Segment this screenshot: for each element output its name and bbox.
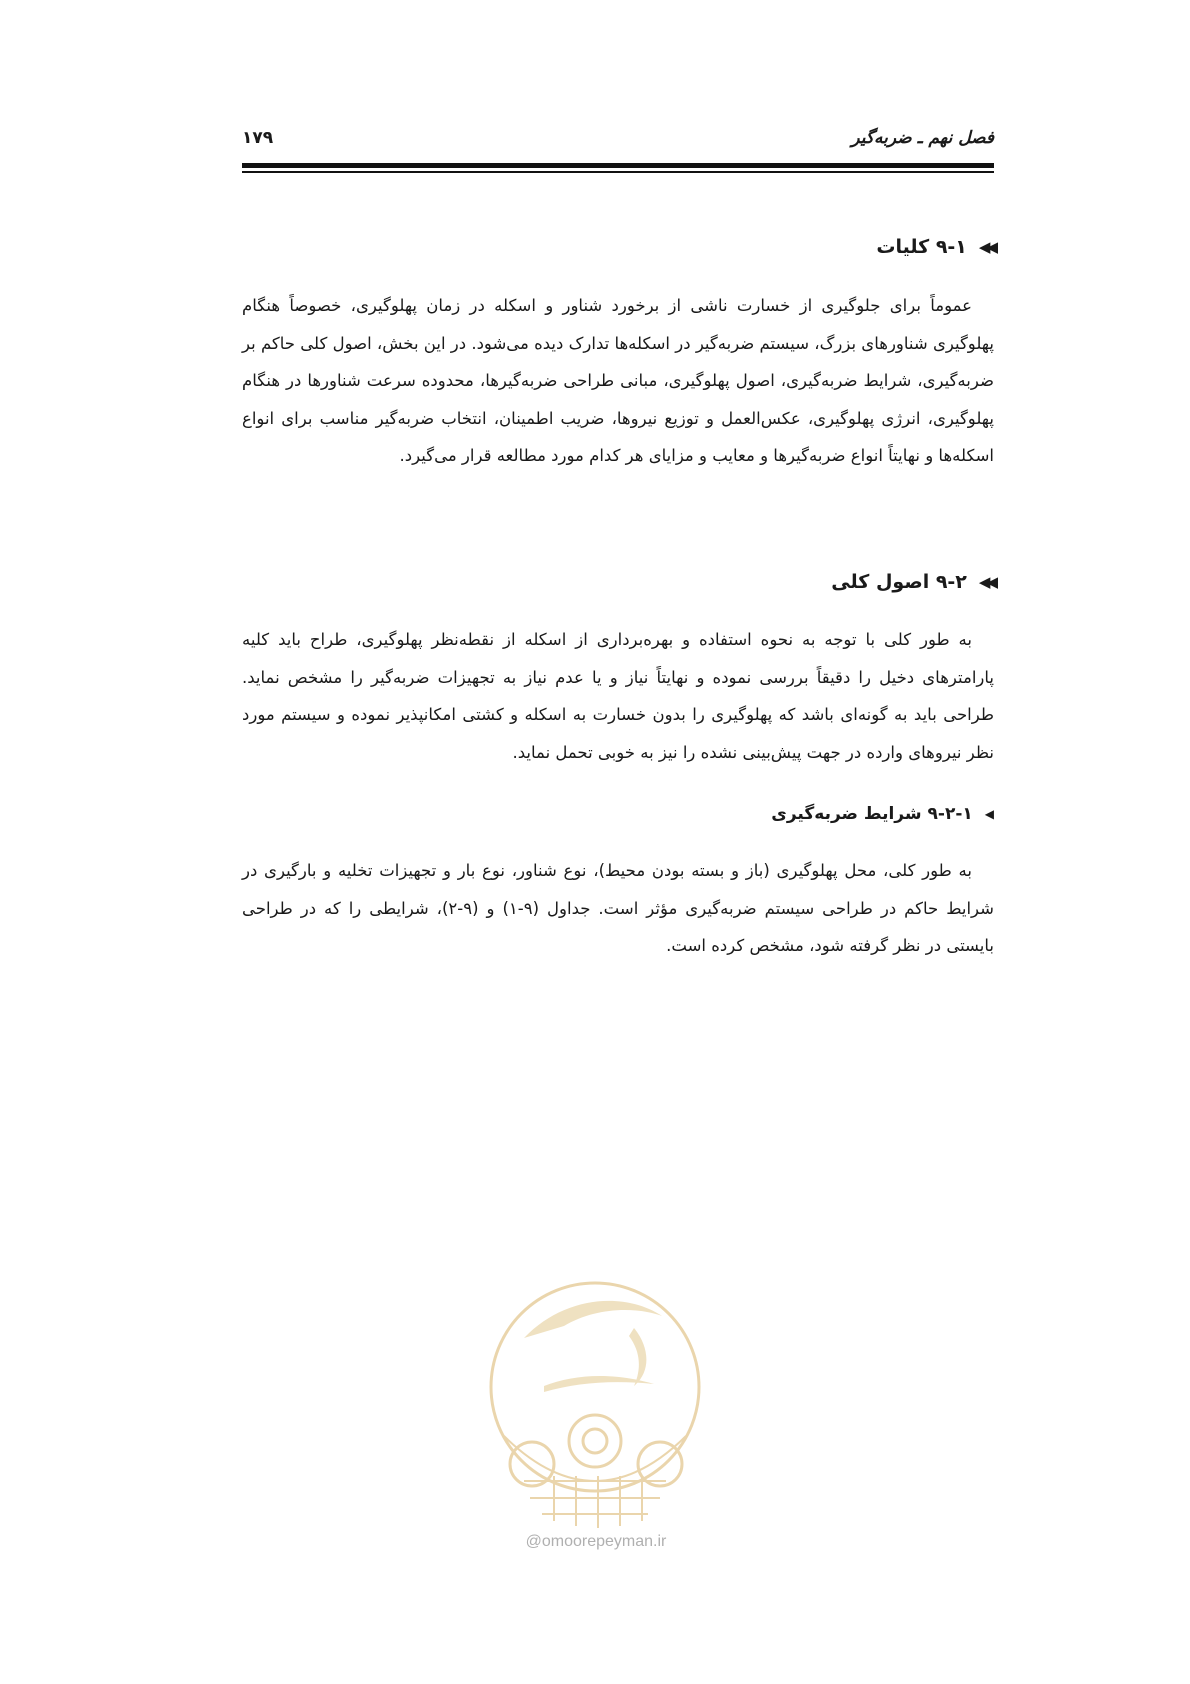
running-chapter-title: فصل نهم ـ ضربه‌گیر xyxy=(851,128,994,148)
header-rule-thick xyxy=(242,163,994,168)
section-paragraph xyxy=(242,287,994,475)
section-title: ۹-۲ اصول کلی xyxy=(831,571,967,593)
watermark-url: @omoorepeyman.ir xyxy=(525,1533,667,1550)
paragraph-text: به طور کلی با توجه به نحوه استفاده و بهره‌برداری از اسکله از نقطه‌نظر پهلوگیری، طراح باید کلیه پارامترهای دخیل را دقیقاً بررسی نموده و نهایتاً نیاز و یا عدم نیاز به تجهیزات ضربه‌گیر را مشخص نماید. طراحی باید به گونه‌ای باشد که پهلوگیری را بدون خسارت به اسکله و کشتی امکانپذیر نموده و سیستم مورد نظر نیروهای وارده در جهت پیش‌بینی نشده را نیز به خوبی تحمل نماید. xyxy=(242,630,994,762)
section-paragraph xyxy=(242,621,994,771)
double-arrow-icon: ◀◀ xyxy=(978,238,994,256)
subsection-heading xyxy=(771,804,994,824)
paragraph-text: به طور کلی، محل پهلوگیری (باز و بسته بودن محیط)، نوع شناور، نوع بار و تجهیزات تخلیه و بارگیری در شرایط حاکم در طراحی سیستم ضربه‌گیری مؤثر است. جداول (۹-۱) و (۹-۲)، شرایطی را که در طراحی بایستی در نظر گرفته شود، مشخص کرده است. xyxy=(242,861,994,955)
section-paragraph xyxy=(242,852,994,965)
double-arrow-icon: ◀◀ xyxy=(978,573,994,591)
page-header xyxy=(242,128,994,150)
watermark-logo xyxy=(484,1276,706,1531)
page-number: ۱۷۹ xyxy=(242,128,274,148)
header-rule-thin xyxy=(242,171,994,173)
arrow-icon: ◀ xyxy=(984,807,994,821)
section-heading xyxy=(876,236,994,258)
subsection-title: ۹-۲-۱ شرایط ضربه‌گیری xyxy=(771,804,973,824)
paragraph-text: عموماً برای جلوگیری از خسارت ناشی از برخورد شناور و اسکله در زمان پهلوگیری، خصوصاً هنگام پهلوگیری شناورهای بزرگ، سیستم ضربه‌گیر در اسکله‌ها تدارک دیده می‌شود. در این بخش، اصول کلی حاکم بر ضربه‌گیری، شرایط ضربه‌گیری، اصول پهلوگیری، مبانی طراحی ضربه‌گیرها، محدوده سرعت شناورها در هنگام پهلوگیری، انرژی پهلوگیری، عکس‌العمل و توزیع نیروها، ضریب اطمینان، انتخاب ضربه‌گیر مناسب برای انواع اسکله‌ها و نهایتاً انواع ضربه‌گیرها و معایب و مزایای هر کدام مورد مطالعه قرار می‌گیرد. xyxy=(242,296,994,465)
section-heading xyxy=(831,571,994,593)
section-title: ۹-۱ کلیات xyxy=(876,236,967,258)
